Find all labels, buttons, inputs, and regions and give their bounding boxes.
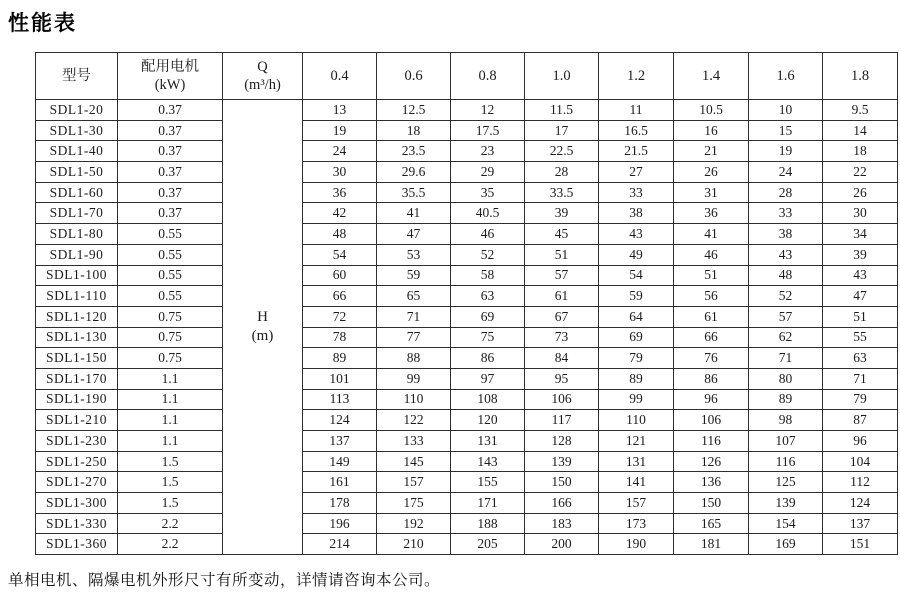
value-cell: 61 — [674, 306, 749, 327]
value-cell: 63 — [823, 348, 898, 369]
power-cell: 0.37 — [118, 141, 223, 162]
table-row — [36, 410, 898, 431]
power-cell: 0.75 — [118, 348, 223, 369]
value-cell: 35 — [451, 182, 525, 203]
value-cell: 112 — [823, 472, 898, 493]
value-cell: 131 — [599, 451, 674, 472]
value-cell: 124 — [303, 410, 377, 431]
value-cell: 9.5 — [823, 100, 898, 121]
col-header-model-label: 型号 — [62, 67, 91, 84]
value-cell: 131 — [451, 431, 525, 452]
page-title: 性能表 — [8, 11, 77, 35]
value-cell: 110 — [599, 410, 674, 431]
table-row — [36, 286, 898, 307]
value-cell: 205 — [451, 534, 525, 555]
model-cell: SDL1-250 — [36, 451, 118, 472]
model-cell: SDL1-270 — [36, 472, 118, 493]
value-cell: 39 — [525, 203, 599, 224]
value-cell: 154 — [749, 513, 823, 534]
value-cell: 59 — [599, 286, 674, 307]
value-cell: 33 — [749, 203, 823, 224]
power-cell: 0.75 — [118, 327, 223, 348]
power-cell: 0.75 — [118, 306, 223, 327]
col-header-motor — [118, 53, 223, 100]
value-cell: 60 — [303, 265, 377, 286]
model-cell: SDL1-130 — [36, 327, 118, 348]
power-cell: 2.2 — [118, 513, 223, 534]
value-cell: 30 — [823, 203, 898, 224]
value-cell: 57 — [525, 265, 599, 286]
value-cell: 150 — [525, 472, 599, 493]
value-cell: 72 — [303, 306, 377, 327]
value-cell: 18 — [377, 120, 451, 141]
value-cell: 75 — [451, 327, 525, 348]
value-cell: 22.5 — [525, 141, 599, 162]
value-cell: 61 — [525, 286, 599, 307]
value-cell: 98 — [749, 410, 823, 431]
value-cell: 35.5 — [377, 182, 451, 203]
power-cell: 1.5 — [118, 472, 223, 493]
value-cell: 181 — [674, 534, 749, 555]
value-cell: 56 — [674, 286, 749, 307]
value-cell: 36 — [674, 203, 749, 224]
head-unit-line1: H — [257, 308, 268, 325]
value-cell: 120 — [451, 410, 525, 431]
value-cell: 17 — [525, 120, 599, 141]
power-cell: 1.1 — [118, 431, 223, 452]
value-cell: 64 — [599, 306, 674, 327]
col-header-flow: 1.6 — [749, 53, 823, 100]
model-cell: SDL1-80 — [36, 224, 118, 245]
model-cell: SDL1-100 — [36, 265, 118, 286]
value-cell: 80 — [749, 368, 823, 389]
value-cell: 121 — [599, 431, 674, 452]
value-cell: 96 — [823, 431, 898, 452]
table-row — [36, 327, 898, 348]
value-cell: 139 — [525, 451, 599, 472]
model-cell: SDL1-50 — [36, 162, 118, 183]
value-cell: 28 — [749, 182, 823, 203]
value-cell: 137 — [303, 431, 377, 452]
table-row — [36, 431, 898, 452]
value-cell: 210 — [377, 534, 451, 555]
value-cell: 52 — [451, 244, 525, 265]
value-cell: 141 — [599, 472, 674, 493]
col-header-motor-line2: (kW) — [154, 77, 186, 93]
value-cell: 14 — [823, 120, 898, 141]
power-cell: 0.55 — [118, 224, 223, 245]
table-row — [36, 368, 898, 389]
header-row — [36, 53, 898, 100]
value-cell: 125 — [749, 472, 823, 493]
model-cell: SDL1-230 — [36, 431, 118, 452]
model-cell: SDL1-330 — [36, 513, 118, 534]
col-header-flow: 0.6 — [377, 53, 451, 100]
power-cell: 0.55 — [118, 265, 223, 286]
value-cell: 157 — [377, 472, 451, 493]
col-header-q-line1: Q — [257, 58, 268, 75]
value-cell: 137 — [823, 513, 898, 534]
value-cell: 104 — [823, 451, 898, 472]
value-cell: 151 — [823, 534, 898, 555]
value-cell: 183 — [525, 513, 599, 534]
power-cell: 0.37 — [118, 182, 223, 203]
value-cell: 89 — [303, 348, 377, 369]
model-cell: SDL1-40 — [36, 141, 118, 162]
value-cell: 19 — [749, 141, 823, 162]
power-cell: 0.37 — [118, 162, 223, 183]
value-cell: 10 — [749, 100, 823, 121]
value-cell: 71 — [749, 348, 823, 369]
value-cell: 69 — [599, 327, 674, 348]
value-cell: 23 — [451, 141, 525, 162]
value-cell: 126 — [674, 451, 749, 472]
value-cell: 48 — [303, 224, 377, 245]
value-cell: 122 — [377, 410, 451, 431]
power-cell: 0.55 — [118, 244, 223, 265]
table-body — [36, 100, 898, 555]
table-row — [36, 203, 898, 224]
value-cell: 29.6 — [377, 162, 451, 183]
value-cell: 143 — [451, 451, 525, 472]
value-cell: 117 — [525, 410, 599, 431]
value-cell: 99 — [377, 368, 451, 389]
table-row — [36, 162, 898, 183]
power-cell: 1.1 — [118, 410, 223, 431]
model-cell: SDL1-190 — [36, 389, 118, 410]
value-cell: 188 — [451, 513, 525, 534]
value-cell: 124 — [823, 493, 898, 514]
value-cell: 88 — [377, 348, 451, 369]
model-cell: SDL1-210 — [36, 410, 118, 431]
value-cell: 11.5 — [525, 100, 599, 121]
table-row — [36, 120, 898, 141]
value-cell: 97 — [451, 368, 525, 389]
model-cell: SDL1-110 — [36, 286, 118, 307]
table-row — [36, 513, 898, 534]
power-cell: 0.37 — [118, 100, 223, 121]
value-cell: 51 — [674, 265, 749, 286]
value-cell: 190 — [599, 534, 674, 555]
value-cell: 57 — [749, 306, 823, 327]
table-row — [36, 348, 898, 369]
value-cell: 149 — [303, 451, 377, 472]
value-cell: 69 — [451, 306, 525, 327]
value-cell: 43 — [749, 244, 823, 265]
value-cell: 31 — [674, 182, 749, 203]
value-cell: 29 — [451, 162, 525, 183]
value-cell: 108 — [451, 389, 525, 410]
value-cell: 12 — [451, 100, 525, 121]
value-cell: 71 — [823, 368, 898, 389]
value-cell: 87 — [823, 410, 898, 431]
value-cell: 175 — [377, 493, 451, 514]
value-cell: 39 — [823, 244, 898, 265]
value-cell: 200 — [525, 534, 599, 555]
col-header-flow: 1.8 — [823, 53, 898, 100]
value-cell: 12.5 — [377, 100, 451, 121]
model-cell: SDL1-120 — [36, 306, 118, 327]
value-cell: 24 — [303, 141, 377, 162]
table-row — [36, 472, 898, 493]
power-cell: 0.37 — [118, 120, 223, 141]
table-row — [36, 306, 898, 327]
value-cell: 33 — [599, 182, 674, 203]
power-cell: 1.1 — [118, 368, 223, 389]
col-header-flow: 0.4 — [303, 53, 377, 100]
value-cell: 165 — [674, 513, 749, 534]
value-cell: 99 — [599, 389, 674, 410]
value-cell: 173 — [599, 513, 674, 534]
value-cell: 86 — [674, 368, 749, 389]
value-cell: 40.5 — [451, 203, 525, 224]
value-cell: 77 — [377, 327, 451, 348]
value-cell: 46 — [451, 224, 525, 245]
table-row — [36, 182, 898, 203]
value-cell: 18 — [823, 141, 898, 162]
col-header-flow: 0.8 — [451, 53, 525, 100]
value-cell: 30 — [303, 162, 377, 183]
value-cell: 95 — [525, 368, 599, 389]
model-cell: SDL1-300 — [36, 493, 118, 514]
value-cell: 59 — [377, 265, 451, 286]
value-cell: 21 — [674, 141, 749, 162]
value-cell: 128 — [525, 431, 599, 452]
performance-table — [35, 52, 898, 555]
value-cell: 45 — [525, 224, 599, 245]
value-cell: 66 — [674, 327, 749, 348]
value-cell: 192 — [377, 513, 451, 534]
head-unit-cell — [223, 100, 303, 555]
value-cell: 150 — [674, 493, 749, 514]
value-cell: 24 — [749, 162, 823, 183]
col-header-flow: 1.0 — [525, 53, 599, 100]
value-cell: 157 — [599, 493, 674, 514]
value-cell: 16 — [674, 120, 749, 141]
value-cell: 166 — [525, 493, 599, 514]
value-cell: 155 — [451, 472, 525, 493]
table-row — [36, 265, 898, 286]
value-cell: 79 — [599, 348, 674, 369]
value-cell: 26 — [674, 162, 749, 183]
value-cell: 78 — [303, 327, 377, 348]
value-cell: 106 — [674, 410, 749, 431]
value-cell: 19 — [303, 120, 377, 141]
table-row — [36, 224, 898, 245]
value-cell: 28 — [525, 162, 599, 183]
footer-note: 单相电机、隔爆电机外形尺寸有所变动，详情请咨询本公司。 — [8, 572, 441, 589]
value-cell: 113 — [303, 389, 377, 410]
value-cell: 16.5 — [599, 120, 674, 141]
model-cell: SDL1-20 — [36, 100, 118, 121]
model-cell: SDL1-360 — [36, 534, 118, 555]
value-cell: 86 — [451, 348, 525, 369]
value-cell: 55 — [823, 327, 898, 348]
value-cell: 71 — [377, 306, 451, 327]
value-cell: 33.5 — [525, 182, 599, 203]
value-cell: 42 — [303, 203, 377, 224]
value-cell: 43 — [823, 265, 898, 286]
value-cell: 46 — [674, 244, 749, 265]
value-cell: 26 — [823, 182, 898, 203]
value-cell: 76 — [674, 348, 749, 369]
value-cell: 22 — [823, 162, 898, 183]
value-cell: 89 — [599, 368, 674, 389]
value-cell: 51 — [823, 306, 898, 327]
value-cell: 136 — [674, 472, 749, 493]
model-cell: SDL1-150 — [36, 348, 118, 369]
col-header-flow-q — [223, 53, 303, 100]
value-cell: 34 — [823, 224, 898, 245]
value-cell: 41 — [377, 203, 451, 224]
model-cell: SDL1-90 — [36, 244, 118, 265]
value-cell: 63 — [451, 286, 525, 307]
power-cell: 2.2 — [118, 534, 223, 555]
value-cell: 107 — [749, 431, 823, 452]
value-cell: 23.5 — [377, 141, 451, 162]
value-cell: 27 — [599, 162, 674, 183]
table-row — [36, 100, 898, 121]
value-cell: 79 — [823, 389, 898, 410]
value-cell: 17.5 — [451, 120, 525, 141]
value-cell: 84 — [525, 348, 599, 369]
value-cell: 89 — [749, 389, 823, 410]
value-cell: 196 — [303, 513, 377, 534]
value-cell: 133 — [377, 431, 451, 452]
value-cell: 47 — [823, 286, 898, 307]
value-cell: 54 — [303, 244, 377, 265]
value-cell: 62 — [749, 327, 823, 348]
model-cell: SDL1-60 — [36, 182, 118, 203]
value-cell: 139 — [749, 493, 823, 514]
table-row — [36, 534, 898, 555]
table-row — [36, 389, 898, 410]
value-cell: 106 — [525, 389, 599, 410]
value-cell: 38 — [749, 224, 823, 245]
value-cell: 51 — [525, 244, 599, 265]
value-cell: 116 — [749, 451, 823, 472]
value-cell: 10.5 — [674, 100, 749, 121]
col-header-motor-line1: 配用电机 — [141, 58, 199, 75]
head-unit-line2: (m) — [251, 328, 274, 345]
col-header-q-line2: (m³/h) — [244, 77, 281, 93]
power-cell: 1.5 — [118, 493, 223, 514]
value-cell: 13 — [303, 100, 377, 121]
model-cell: SDL1-30 — [36, 120, 118, 141]
model-cell: SDL1-170 — [36, 368, 118, 389]
value-cell: 48 — [749, 265, 823, 286]
value-cell: 49 — [599, 244, 674, 265]
value-cell: 52 — [749, 286, 823, 307]
value-cell: 43 — [599, 224, 674, 245]
value-cell: 47 — [377, 224, 451, 245]
value-cell: 171 — [451, 493, 525, 514]
table-row — [36, 493, 898, 514]
power-cell: 0.37 — [118, 203, 223, 224]
value-cell: 11 — [599, 100, 674, 121]
value-cell: 73 — [525, 327, 599, 348]
table-row — [36, 451, 898, 472]
value-cell: 65 — [377, 286, 451, 307]
table-row — [36, 141, 898, 162]
col-header-flow: 1.2 — [599, 53, 674, 100]
value-cell: 15 — [749, 120, 823, 141]
col-header-flow: 1.4 — [674, 53, 749, 100]
power-cell: 0.55 — [118, 286, 223, 307]
value-cell: 66 — [303, 286, 377, 307]
col-header-model — [36, 53, 118, 100]
value-cell: 169 — [749, 534, 823, 555]
value-cell: 53 — [377, 244, 451, 265]
value-cell: 67 — [525, 306, 599, 327]
model-cell: SDL1-70 — [36, 203, 118, 224]
value-cell: 178 — [303, 493, 377, 514]
value-cell: 161 — [303, 472, 377, 493]
table-row — [36, 244, 898, 265]
value-cell: 54 — [599, 265, 674, 286]
value-cell: 96 — [674, 389, 749, 410]
value-cell: 38 — [599, 203, 674, 224]
value-cell: 41 — [674, 224, 749, 245]
value-cell: 116 — [674, 431, 749, 452]
value-cell: 36 — [303, 182, 377, 203]
value-cell: 214 — [303, 534, 377, 555]
power-cell: 1.1 — [118, 389, 223, 410]
value-cell: 110 — [377, 389, 451, 410]
value-cell: 101 — [303, 368, 377, 389]
value-cell: 145 — [377, 451, 451, 472]
power-cell: 1.5 — [118, 451, 223, 472]
value-cell: 58 — [451, 265, 525, 286]
value-cell: 21.5 — [599, 141, 674, 162]
